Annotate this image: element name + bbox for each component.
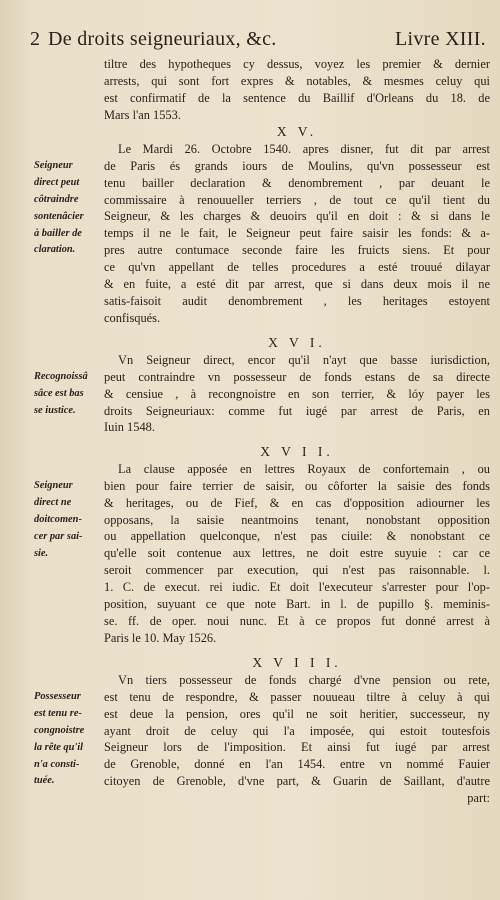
text-line: Seigneur lors de l'imposition. Et ainsi fut iugé par arrest xyxy=(104,740,490,755)
margin-note-line: claration. xyxy=(34,244,76,256)
text-line: Le Mardi 26. Octobre 1540. apres disner, fut dit par arrest xyxy=(118,141,490,156)
text-line: opposans, la saisie neantmoins tenant, nonobstant opposition xyxy=(104,512,490,527)
text-line: & heritages, ou de Fief, & en cas d'opposition adiourner les xyxy=(104,495,490,510)
section-heading: X V. xyxy=(276,124,318,139)
text-line: Paris le 10. May 1526. xyxy=(104,630,217,645)
text-line: position, suyuant ce que note Bart. in l. de pupillo §. meminis- xyxy=(104,597,490,612)
text-line: se. ff. de oper. noui nunc. Et à ce propos fut donné arrest à xyxy=(104,613,490,628)
margin-note-1 xyxy=(34,158,104,259)
margin-note-line: sâce est bas xyxy=(34,387,84,399)
text-line: La clause apposée en lettres Royaux de confortemain , ou xyxy=(118,461,490,476)
margin-note-line: la rête qu'il xyxy=(34,741,84,753)
text-line: Iuin 1548. xyxy=(104,420,155,435)
margin-note-line: côtraindre xyxy=(34,193,79,205)
section-xvi xyxy=(104,335,490,436)
text-line: Seigneur, & les charges & deuoirs qu'il en doit : & si dans le xyxy=(104,209,490,224)
margin-note-line: cer par sai- xyxy=(34,530,83,542)
text-line: Mars l'an 1553. xyxy=(104,107,181,122)
text-line: citoyen de Grenoble, d'vne part, & Guarin de Saillant, d'autre xyxy=(104,774,490,789)
text-line: satis-faisoit audit denombrement , les heritages estoyent xyxy=(104,293,490,308)
margin-note-line: sie. xyxy=(34,547,49,559)
text-line: 1. C. de execut. rei iudic. Et doit l'executeur s'arrester pour l'op- xyxy=(104,580,490,595)
margin-note-line: direct ne xyxy=(34,496,72,508)
text-line: arrests, qui sont fort expres & notables, & mesmes celuy qui xyxy=(104,73,490,88)
margin-note-line: doitcomen- xyxy=(34,513,82,525)
section-heading: X V I. xyxy=(268,335,326,350)
text-line: pres autre contumace seconde faire les fruicts siens. Et pour xyxy=(104,243,490,258)
text-line: est tenu de respondre, & passer nouueau tiltre à celuy à qui xyxy=(104,689,490,704)
margin-note-line: à bailler de xyxy=(34,227,82,239)
text-line: & censiue , à recongnoistre en son terrier, & lóy payer les xyxy=(104,386,490,401)
section-heading: X V I I. xyxy=(260,444,334,459)
book-number: Livre XIII. xyxy=(394,28,486,50)
text-line: seroit commencer par execution, qui n'est pas raisonnable. l. xyxy=(104,563,490,578)
margin-note-line: tuée. xyxy=(34,775,55,787)
text-line: temps il ne le fait, le Seigneur peut faire saisir les fonds: & a- xyxy=(104,226,490,241)
section-xv xyxy=(104,124,490,327)
text-line: & en fuite, a esté dit par arrest, que si dans deux mois il ne xyxy=(104,277,490,292)
margin-note-line: n'a consti- xyxy=(34,758,80,770)
text-line: tenu bailler declaration & denombrement , par deuant le xyxy=(104,175,490,190)
margin-note-line: Seigneur xyxy=(34,480,73,491)
running-title: De droits seigneuriaux, &c. xyxy=(48,28,277,50)
text-line: de Paris és grands iours de Moulins, qu'vn possesseur est xyxy=(104,158,490,173)
text-line: peut contraindre vn possesseur de fonds estans de sa directe xyxy=(104,369,490,384)
text-line: ou appellation quelconque, n'est pas ciuile: & nonobstant ce xyxy=(104,529,490,544)
margin-note-3 xyxy=(34,478,104,562)
section-xviii xyxy=(104,655,490,807)
section-xvii xyxy=(104,444,490,647)
text-line: Vn Seigneur direct, encor qu'il n'ayt que basse iurisdiction, xyxy=(118,352,490,367)
section-intro xyxy=(104,56,490,124)
margin-note-line: Recognoissâ xyxy=(34,371,88,382)
running-header xyxy=(22,28,486,54)
margin-note-line: est tenu re- xyxy=(34,707,82,719)
text-line: de Grenoble, donné en l'an 1454. entre vn nommé Fauier xyxy=(104,757,490,772)
text-line: ayant droit de celuy qui l'a imposée, qui estoit toutesfois xyxy=(104,723,490,738)
text-line: est deue la pension, ores qu'il ne soit heritier, successeur, ny xyxy=(104,706,490,721)
text-line: droits Seigneuriaux: comme fut iugé par arrest de Paris, en xyxy=(104,403,490,418)
text-line: est confirmatif de la sentence du Baillif d'Orleans du 18. de xyxy=(104,90,490,105)
margin-note-line: Seigneur xyxy=(34,160,73,171)
text-line: commissaire à renouueller terriers , de tout ce qu'il tient du xyxy=(104,192,490,207)
text-line: part: xyxy=(467,791,490,806)
page-number: 2 xyxy=(30,28,41,50)
margin-note-line: congnoistre xyxy=(34,724,85,736)
margin-note-4 xyxy=(34,689,104,790)
margin-note-2 xyxy=(34,369,104,420)
margin-note-line: sontenâcier xyxy=(34,210,84,222)
margin-note-line: se iustice. xyxy=(34,404,76,416)
section-heading: X V I I I. xyxy=(252,655,342,670)
text-line: bien pour faire terrier de saisir, ou côforter la saisie des fonds xyxy=(104,478,490,493)
text-line: qu'elle soit contenue aux lettres, ne doit estre suyuie : car ce xyxy=(104,546,490,561)
text-line: tiltre des hypotheques cy dessus, voyez les premier & dernier xyxy=(104,57,490,71)
text-line: Vn tiers possesseur de fonds chargé d'vne pension ou rete, xyxy=(118,672,490,687)
text-line: confisqués. xyxy=(104,310,161,325)
text-line: ce qu'vn appellant de telles procedures a esté trouué dilayar xyxy=(104,260,490,275)
margin-note-line: direct peut xyxy=(34,176,80,188)
margin-note-line: Possesseur xyxy=(34,691,81,702)
